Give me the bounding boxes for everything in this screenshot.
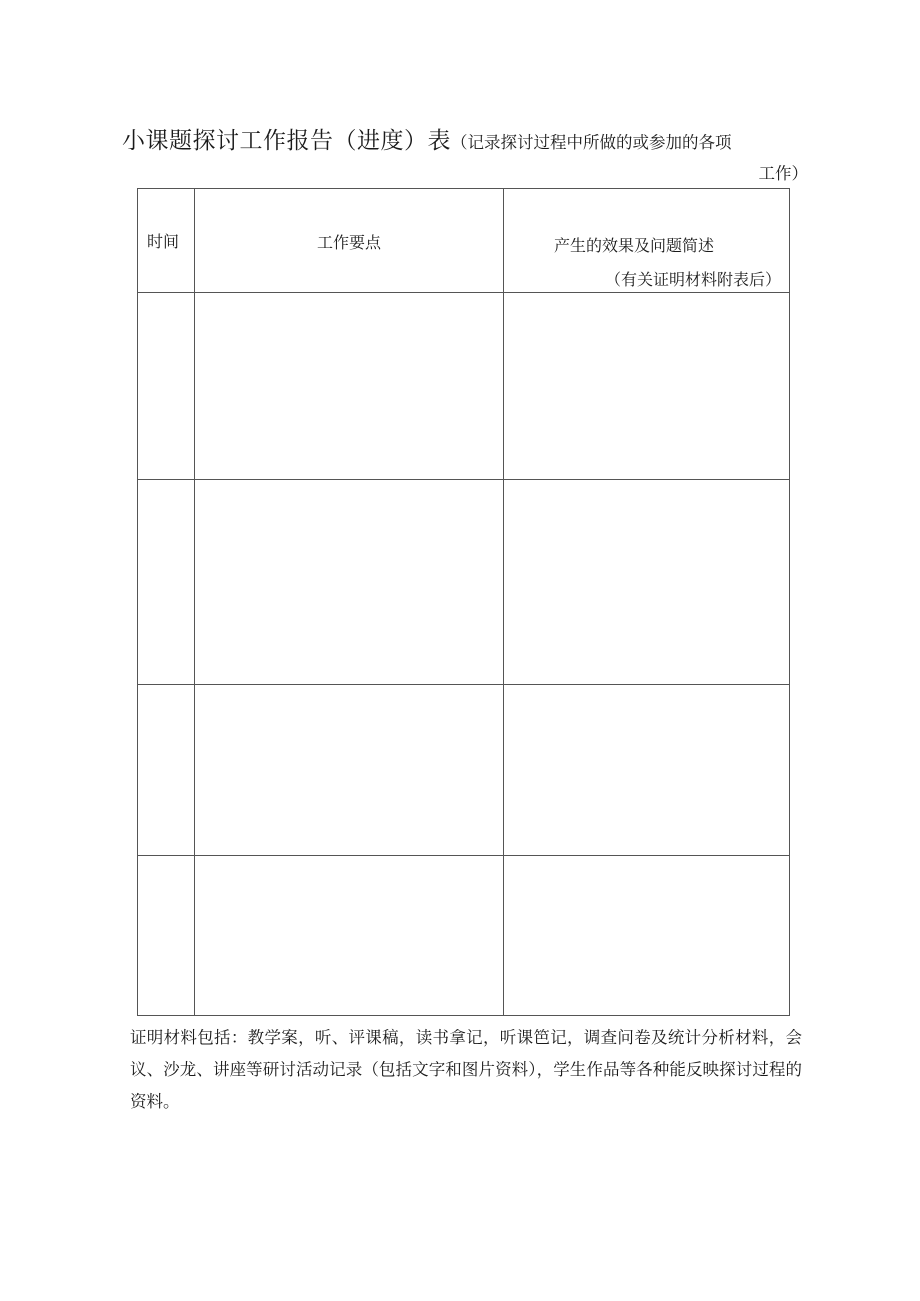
cell-work-points[interactable] — [195, 293, 504, 480]
cell-effect[interactable] — [504, 685, 790, 856]
cell-work-points[interactable] — [195, 856, 504, 1016]
cell-work-points[interactable] — [195, 685, 504, 856]
footnote-evidence-materials: 证明材料包括：教学案，听、评课稿，读书拿记，听课笆记，调查问卷及统计分析材料，会议、沙龙、讲座等研讨活动记录（包括文字和图片资料），学生作品等各种能反映探讨过程的资料。 — [130, 1028, 802, 1111]
header-effect-main: 产生的效果及问题简述 — [554, 236, 715, 255]
header-time: 时间 — [138, 189, 195, 293]
cell-effect[interactable] — [504, 293, 790, 480]
table-header-row — [138, 189, 790, 293]
cell-time[interactable] — [138, 685, 195, 856]
title-note-continued: 工作） — [758, 164, 808, 183]
header-work-points: 工作要点 — [195, 189, 504, 293]
title-note: （记录探讨过程中所做的或参加的各项 — [451, 133, 732, 152]
cell-effect[interactable] — [504, 856, 790, 1016]
cell-work-points[interactable] — [195, 480, 504, 685]
table-row — [138, 293, 790, 480]
cell-time[interactable] — [138, 856, 195, 1016]
table-row — [138, 856, 790, 1016]
progress-table — [137, 188, 790, 1016]
header-effect-sub: （有关证明材料附表后） — [604, 270, 781, 289]
header-effect — [504, 189, 790, 293]
cell-effect[interactable] — [504, 480, 790, 685]
cell-time[interactable] — [138, 480, 195, 685]
table-row — [138, 685, 790, 856]
cell-time[interactable] — [138, 293, 195, 480]
title-main: 小课题探讨工作报告（进度）表 — [122, 128, 451, 154]
report-title — [122, 126, 812, 158]
table-row — [138, 480, 790, 685]
